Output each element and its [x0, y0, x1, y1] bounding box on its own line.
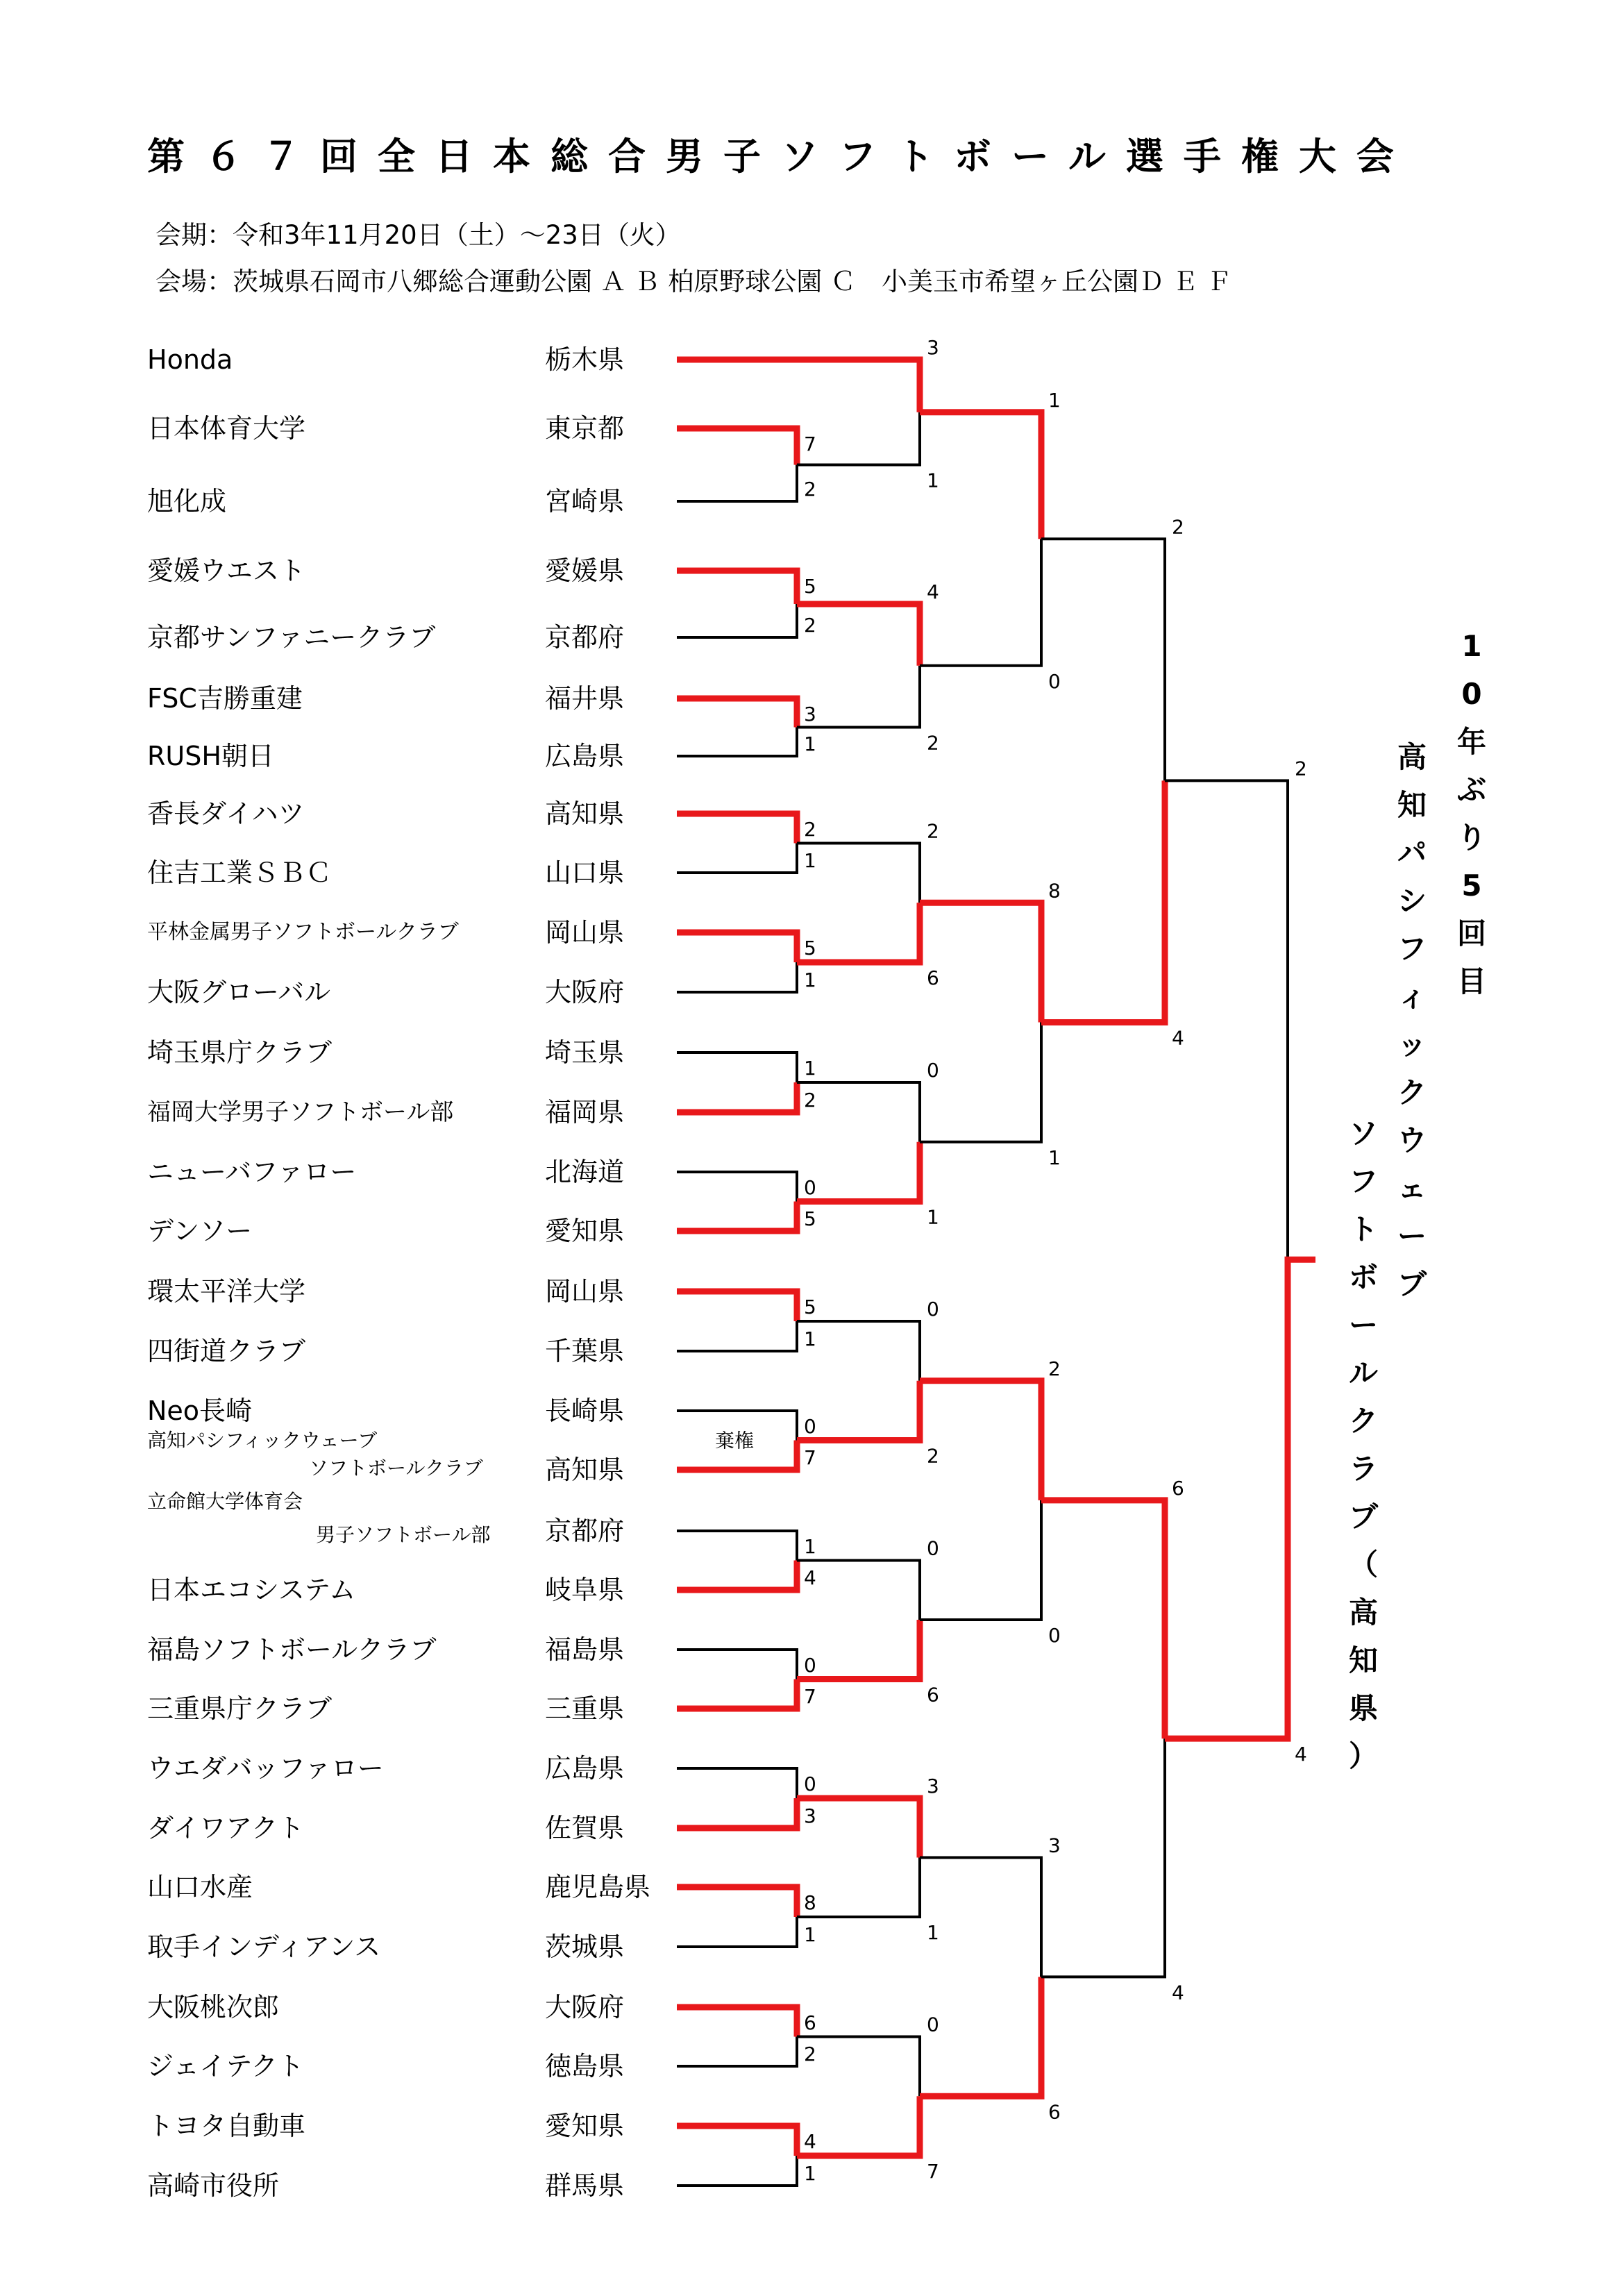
team-prefecture: 埼玉県 [545, 1037, 625, 1068]
bracket-line-winner [677, 1082, 797, 1112]
team-name: FSC吉勝重建 [147, 683, 303, 714]
team-prefecture: 佐賀県 [545, 1813, 625, 1843]
score-label: 3 [804, 703, 816, 726]
bracket-line-winner [920, 1381, 1041, 1500]
page-title: 第６７回全日本総合男子ソフトボール選手権大会 [147, 135, 1414, 178]
team-name: 四街道クラブ [147, 1336, 306, 1366]
team-prefecture: 徳島県 [545, 2051, 625, 2081]
score-label: 4 [1172, 1026, 1184, 1050]
score-label: 2 [804, 818, 816, 841]
score-label: 4 [1295, 1743, 1307, 1766]
bracket-line-winner [677, 1679, 797, 1709]
team-prefecture: 岡山県 [545, 917, 625, 948]
team-name: トヨタ自動車 [147, 2111, 306, 2141]
score-label: 0 [927, 2013, 939, 2036]
score-label: 6 [927, 1683, 939, 1707]
team-prefecture: 京都府 [545, 622, 625, 653]
score-label: 3 [1048, 1834, 1061, 1857]
score-label: 5 [804, 1207, 816, 1230]
bracket-line-loser [677, 1172, 797, 1202]
team-name: デンソー [147, 1216, 253, 1246]
bracket-line-winner [677, 1887, 797, 1917]
score-label: 2 [804, 478, 816, 501]
bracket-line-loser [1041, 539, 1165, 780]
team-prefecture: 岡山県 [545, 1276, 625, 1307]
bracket-line-winner [677, 428, 797, 465]
score-label: 0 [1048, 1624, 1061, 1647]
bracket-line-winner [677, 2126, 797, 2156]
score-label: 2 [1048, 1357, 1061, 1380]
team-name: 三重県庁クラブ [147, 1693, 333, 1724]
team-name: 住吉工業ＳＢＣ [147, 857, 333, 888]
bracket-line-loser [1041, 1738, 1165, 1977]
team-name: 京都サンファニークラブ [147, 622, 436, 653]
team-name: 環太平洋大学 [147, 1276, 306, 1307]
bracket-line-loser [677, 844, 797, 873]
team-name: 高知パシフィックウェーブ [147, 1429, 378, 1452]
score-label: 1 [804, 969, 816, 991]
score-label: 4 [927, 580, 939, 603]
score-label: 1 [804, 1327, 816, 1350]
score-label: 0 [927, 1536, 939, 1560]
bracket-line-loser [677, 1053, 797, 1082]
bracket-line-loser [1165, 780, 1288, 1259]
bracket-line-loser [677, 604, 797, 637]
score-label: 0 [804, 1773, 816, 1795]
score-label: 0 [927, 1298, 939, 1321]
team-name: 福岡大学男子ソフトボール部 [147, 1098, 454, 1126]
team-prefecture: 高知県 [545, 798, 625, 829]
score-label: 2 [927, 731, 939, 755]
bracket-line-loser [677, 1650, 797, 1679]
bracket-line-loser [920, 1023, 1041, 1142]
champion-team: 高 知 パ シ フ ィ ッ ク ウ ェ ー ブ [1397, 740, 1427, 1301]
team-prefecture: 大阪府 [545, 977, 625, 1007]
team-prefecture: 鹿児島県 [545, 1872, 651, 1902]
score-label: 1 [927, 1205, 939, 1229]
team-name: ジェイテクト [147, 2051, 304, 2081]
team-prefecture: 福井県 [545, 683, 625, 714]
team-prefecture: 広島県 [545, 1753, 625, 1784]
event-venue: 会場：茨城県石岡市八郷総合運動公園 Ａ Ｂ 柏原野球公園 Ｃ 小美玉市希望ヶ丘公園Ｄ Ｅ Ｆ [155, 267, 1232, 296]
score-label: 2 [804, 1089, 816, 1112]
team-prefecture: 三重県 [545, 1693, 625, 1724]
score-label: 5 [804, 1296, 816, 1318]
bracket-line-loser [677, 1321, 797, 1351]
score-label: 0 [804, 1176, 816, 1199]
bracket-line-loser [920, 1500, 1041, 1620]
team-prefecture: 千葉県 [545, 1336, 625, 1366]
team-prefecture: 大阪府 [545, 1992, 625, 2022]
bracket-line-winner [677, 698, 797, 728]
score-label: 3 [804, 1804, 816, 1827]
bracket-line-winner [677, 1798, 797, 1828]
score-label: 6 [804, 2011, 816, 2034]
team-name: 日本体育大学 [147, 413, 306, 444]
team-name: 取手インディアンス [147, 1932, 381, 1962]
team-name: Neo長崎 [147, 1396, 253, 1426]
score-label: 5 [804, 937, 816, 960]
bracket-line-loser [677, 728, 797, 757]
team-name-line2: 男子ソフトボール部 [316, 1523, 491, 1546]
score-label: 4 [804, 1566, 816, 1589]
bracket-line-winner [677, 2007, 797, 2037]
score-label: 7 [927, 2160, 939, 2183]
team-name: ニューバファロー [147, 1157, 357, 1187]
bracket-line-loser [677, 465, 797, 502]
score-label: 2 [804, 2043, 816, 2065]
score-label: 1 [1048, 1146, 1061, 1169]
score-label: 0 [1048, 669, 1061, 693]
bracket-line-winner [677, 1561, 797, 1591]
bracket-line-winner [920, 903, 1041, 1022]
score-label: 2 [927, 819, 939, 843]
team-prefecture: 北海道 [545, 1157, 625, 1187]
team-prefecture: 福島県 [545, 1634, 625, 1665]
team-prefecture: 愛媛県 [545, 555, 625, 586]
bracket-line-winner [677, 1202, 797, 1232]
team-name: RUSH朝日 [147, 741, 274, 771]
score-label: 5 [804, 575, 816, 598]
team-name: 高崎市役所 [147, 2170, 280, 2201]
score-label: 0 [804, 1654, 816, 1677]
team-name: 旭化成 [147, 486, 227, 517]
team-name: 日本エコシステム [147, 1575, 356, 1605]
team-prefecture: 福岡県 [545, 1097, 625, 1128]
score-label: 4 [804, 2130, 816, 2153]
team-prefecture: 群馬県 [545, 2170, 625, 2201]
team-prefecture: 高知県 [545, 1455, 625, 1485]
team-prefecture: 広島県 [545, 741, 625, 771]
score-label: 6 [927, 966, 939, 989]
team-name: 平林金属男子ソフトボールクラブ [147, 920, 459, 944]
bracket-line-winner [1041, 1500, 1165, 1738]
score-label: 7 [804, 1685, 816, 1708]
score-label: 3 [927, 336, 939, 359]
score-label: 3 [927, 1775, 939, 1798]
team-prefecture: 長崎県 [545, 1396, 625, 1426]
team-prefecture: 宮崎県 [545, 486, 625, 517]
team-prefecture: 京都府 [545, 1516, 625, 1546]
team-prefecture: 山口県 [545, 857, 625, 888]
bracket-line-loser [677, 962, 797, 992]
team-name: 福島ソフトボールクラブ [147, 1634, 437, 1665]
bracket-line-winner [677, 360, 920, 412]
bracket-line-winner [677, 932, 797, 962]
forfeit-label: 棄権 [715, 1429, 755, 1452]
score-label: 2 [1295, 757, 1307, 780]
bracket-line-loser [677, 1531, 797, 1561]
team-prefecture: 岐阜県 [545, 1575, 625, 1605]
team-name: 愛媛ウエスト [147, 555, 306, 586]
bracket-line-loser [677, 1768, 797, 1798]
score-label: 8 [804, 1891, 816, 1914]
event-period: 会期：令和3年11月20日（土）～23日（火） [155, 220, 681, 250]
score-label: 7 [804, 1446, 816, 1469]
champion-note: 1 0 年 ぶ り 5 回 目 [1456, 629, 1486, 998]
score-label: 7 [804, 433, 816, 455]
team-prefecture: 東京都 [545, 413, 625, 444]
bracket-line-winner [677, 814, 797, 844]
team-name: 大阪桃次郎 [147, 1992, 280, 2022]
team-name: 立命館大学体育会 [147, 1490, 303, 1513]
score-label: 1 [927, 469, 939, 492]
champion-label: ソ フ ト ボ ー ル ク ラ ブ （ 高 知 県 ） [1348, 1116, 1378, 1773]
bracket-line-loser [677, 2037, 797, 2067]
bracket-line-loser [920, 1858, 1041, 1977]
score-label: 0 [804, 1415, 816, 1438]
score-label: 6 [1172, 1476, 1184, 1500]
score-label: 2 [804, 614, 816, 637]
bracket-line-winner [1165, 1259, 1315, 1738]
team-name: ウエダバッファロー [147, 1753, 384, 1784]
team-name: Honda [147, 344, 233, 375]
bracket-line-loser [677, 1917, 797, 1947]
score-label: 2 [1172, 515, 1184, 539]
bracket-line-winner [920, 1977, 1041, 2096]
team-prefecture: 茨城県 [545, 1932, 625, 1962]
score-label: 1 [927, 1921, 939, 1944]
score-label: 1 [804, 732, 816, 755]
score-label: 4 [1172, 1981, 1184, 2004]
team-prefecture: 愛知県 [545, 2111, 625, 2141]
team-prefecture: 栃木県 [545, 344, 625, 375]
score-label: 8 [1048, 879, 1061, 903]
team-name: 大阪グローバル [147, 977, 331, 1007]
score-label: 1 [804, 1535, 816, 1558]
score-label: 1 [804, 849, 816, 872]
score-label: 2 [927, 1444, 939, 1468]
score-label: 1 [804, 1923, 816, 1946]
team-name-line2: ソフトボールクラブ [309, 1457, 483, 1480]
team-name: 埼玉県庁クラブ [147, 1037, 333, 1068]
score-label: 1 [1048, 388, 1061, 412]
bracket-line-winner [677, 571, 797, 604]
score-label: 0 [927, 1059, 939, 1082]
team-name: 香長ダイハツ [147, 798, 305, 829]
bracket-line-loser [677, 2156, 797, 2186]
team-name: ダイワアクト [147, 1813, 305, 1843]
team-name: 山口水産 [147, 1872, 253, 1902]
bracket-line-winner [677, 1291, 797, 1321]
score-label: 6 [1048, 2100, 1061, 2124]
team-prefecture: 愛知県 [545, 1216, 625, 1246]
score-label: 1 [804, 2162, 816, 2185]
score-label: 1 [804, 1057, 816, 1080]
